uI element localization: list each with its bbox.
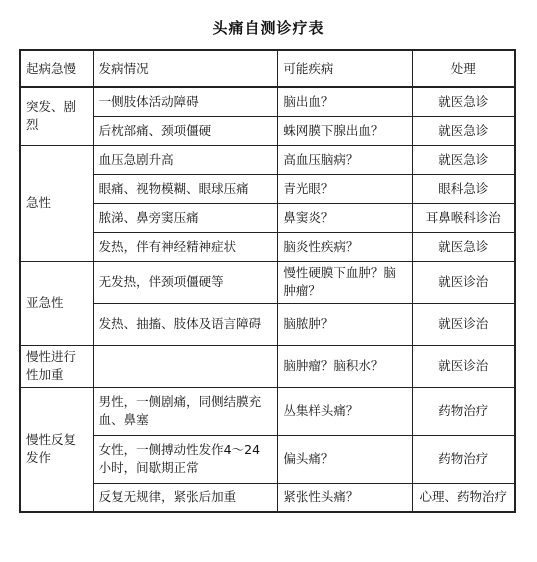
table-row (20, 232, 515, 261)
disease-cell: 紧张性头痛？ (278, 483, 412, 512)
treatment-cell: 就医急诊 (412, 145, 515, 174)
situation-cell: 眼痛、视物模糊、眼球压痛 (93, 174, 278, 203)
situation-cell: 女性，一侧搏动性发作4～24小时，间歇期正常 (93, 435, 278, 483)
disease-cell: 脑脓肿？ (278, 303, 412, 345)
table-row (20, 483, 515, 512)
situation-cell (93, 345, 278, 387)
table-row (20, 87, 515, 116)
situation-cell: 反复无规律，紧张后加重 (93, 483, 278, 512)
table-title: 头痛自测诊疗表 (212, 19, 325, 37)
table-header-row (20, 50, 515, 87)
situation-cell: 发热、抽搐、肢体及语言障碍 (93, 303, 278, 345)
table-row (20, 261, 515, 303)
disease-cell: 蛛网膜下腺出血？ (278, 116, 412, 145)
treatment-cell: 心理、药物治疗 (412, 483, 515, 512)
treatment-cell: 药物治疗 (412, 387, 515, 435)
table-row (20, 387, 515, 435)
disease-cell: 鼻窦炎？ (278, 203, 412, 232)
treatment-cell: 就医急诊 (412, 116, 515, 145)
treatment-cell: 就医诊治 (412, 345, 515, 387)
table-row (20, 145, 515, 174)
treatment-cell: 药物治疗 (412, 435, 515, 483)
table-row (20, 203, 515, 232)
treatment-cell: 就医诊治 (412, 261, 515, 303)
situation-cell: 男性，一侧剧痛，同侧结膜充血、鼻塞 (93, 387, 278, 435)
onset-cell: 亚急性 (20, 261, 93, 345)
table-row (20, 345, 515, 387)
treatment-cell: 就医急诊 (412, 232, 515, 261)
onset-cell: 慢性反复发作 (20, 387, 93, 512)
table-row (20, 435, 515, 483)
treatment-cell: 耳鼻喉科诊治 (412, 203, 515, 232)
situation-cell: 一侧肢体活动障碍 (93, 87, 278, 116)
disease-cell: 青光眼？ (278, 174, 412, 203)
situation-cell: 发热，伴有神经精神症状 (93, 232, 278, 261)
disease-cell: 脑出血？ (278, 87, 412, 116)
onset-cell: 急性 (20, 145, 93, 261)
disease-cell: 慢性硬膜下血肿？脑肿瘤？ (278, 261, 412, 303)
onset-cell: 慢性进行性加重 (20, 345, 93, 387)
header-treatment: 处理 (412, 50, 515, 87)
disease-cell: 脑肿瘤？脑积水？ (278, 345, 412, 387)
disease-cell: 脑炎性疾病？ (278, 232, 412, 261)
disease-cell: 高血压脑病？ (278, 145, 412, 174)
treatment-cell: 眼科急诊 (412, 174, 515, 203)
table-row (20, 174, 515, 203)
disease-cell: 丛集样头痛？ (278, 387, 412, 435)
header-situation: 发病情况 (93, 50, 278, 87)
disease-cell: 偏头痛？ (278, 435, 412, 483)
header-onset: 起病急慢 (20, 50, 93, 87)
treatment-cell: 就医急诊 (412, 87, 515, 116)
onset-cell: 突发、剧烈 (20, 87, 93, 145)
situation-cell: 血压急剧升高 (93, 145, 278, 174)
situation-cell: 脓涕、鼻旁窦压痛 (93, 203, 278, 232)
headache-diagnosis-table (19, 49, 516, 513)
situation-cell: 无发热，伴颈项僵硬等 (93, 261, 278, 303)
situation-cell: 后枕部痛、颈项僵硬 (93, 116, 278, 145)
treatment-cell: 就医诊治 (412, 303, 515, 345)
table-row (20, 303, 515, 345)
header-disease: 可能疾病 (278, 50, 412, 87)
table-row (20, 116, 515, 145)
